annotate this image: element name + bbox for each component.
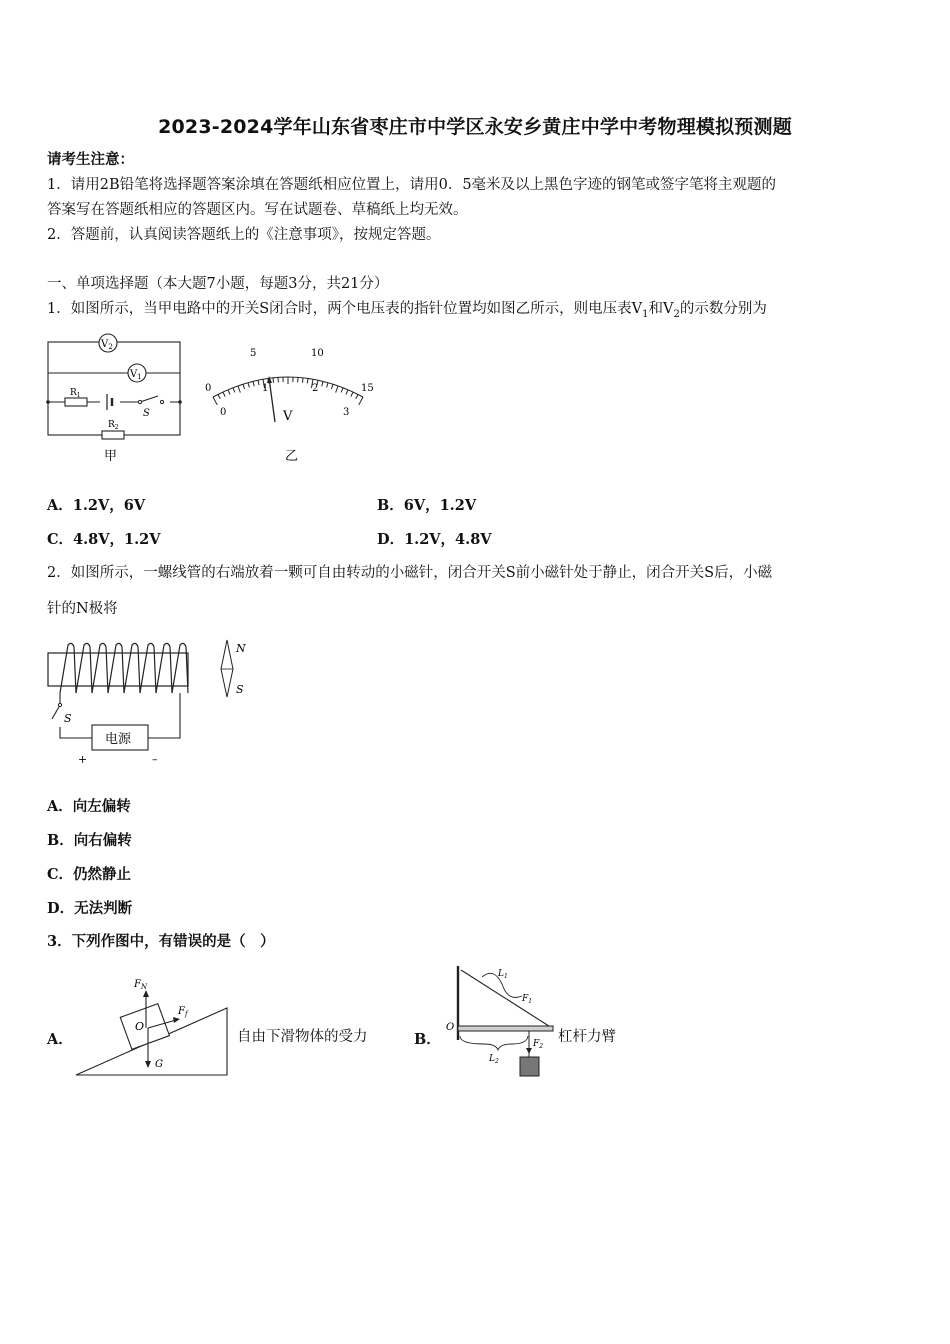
q2-option-a[interactable]: A．向左偏转 bbox=[47, 798, 131, 815]
sliding-block bbox=[120, 1004, 169, 1050]
page-title: 2023-2024学年山东省枣庄市中学区永安乡黄庄中学中考物理模拟预测题 bbox=[158, 116, 792, 138]
normal-force-head bbox=[143, 990, 149, 997]
battery-gap bbox=[100, 394, 120, 410]
dial-bottom-3: 3 bbox=[343, 407, 350, 418]
q3-option-b-caption: 杠杆力臂 bbox=[558, 1029, 616, 1045]
dial-tick bbox=[273, 378, 274, 383]
q1-option-b[interactable]: B．6V，1.2V bbox=[377, 497, 477, 514]
q1-stem-part-b: 和V bbox=[648, 301, 674, 317]
q3-option-b-label[interactable]: B． bbox=[414, 1031, 441, 1048]
lever-bar bbox=[458, 1026, 553, 1031]
dial-tick bbox=[351, 392, 353, 397]
dial-top-15: 15 bbox=[361, 383, 374, 394]
q3-option-a-caption: 自由下滑物体的受力 bbox=[237, 1029, 368, 1045]
notice-line-3: 2．答题前，认真阅读答题纸上的《注意事项》，按规定答题。 bbox=[47, 227, 441, 243]
needle-s-label: S bbox=[236, 683, 244, 696]
solenoid-core bbox=[48, 653, 188, 686]
dial-caption: 乙 bbox=[285, 449, 299, 464]
dial-tick bbox=[218, 394, 220, 398]
r1-label: $R_1$ bbox=[70, 388, 81, 399]
source-minus: – bbox=[152, 753, 158, 766]
f2-label: $F_2$ bbox=[533, 1039, 544, 1050]
dial-tick bbox=[233, 388, 235, 393]
dial-top-10: 10 bbox=[311, 348, 324, 359]
l2-label: $L_2$ bbox=[489, 1054, 499, 1065]
left-lead-bottom bbox=[60, 727, 92, 738]
dial-tick bbox=[322, 381, 323, 386]
q2-option-d[interactable]: D．无法判断 bbox=[47, 900, 133, 917]
dial-tick bbox=[331, 384, 333, 389]
r2-label: $R_2$ bbox=[108, 420, 119, 431]
dial-pointer bbox=[269, 378, 275, 422]
dial-tick bbox=[327, 383, 328, 388]
center-o-label: O bbox=[135, 1020, 145, 1033]
q1-stem-sub-1: 1 bbox=[642, 308, 649, 320]
source-plus: + bbox=[78, 753, 88, 766]
dial-tick bbox=[238, 386, 240, 393]
dial-unit: V bbox=[283, 409, 293, 424]
circuit-caption: 甲 bbox=[104, 449, 118, 464]
f2-arrow-head bbox=[526, 1048, 532, 1054]
dial-tick bbox=[307, 378, 308, 383]
dial-tick bbox=[359, 397, 363, 405]
dial-tick bbox=[253, 381, 254, 386]
v1-label: $V_1$ bbox=[130, 369, 142, 381]
q1-option-a[interactable]: A．1.2V，6V bbox=[47, 497, 146, 514]
switch-pivot-2 bbox=[58, 703, 61, 706]
q1-circuit-figure bbox=[40, 330, 200, 470]
dial-tick bbox=[302, 378, 303, 383]
v2-label: $V_2$ bbox=[101, 339, 113, 351]
q3-stem: 3．下列作图中，有错误的是（ ） bbox=[47, 933, 275, 950]
dial-top-5: 5 bbox=[250, 348, 257, 359]
q3-incline-figure bbox=[72, 968, 232, 1080]
dial-tick bbox=[346, 390, 348, 395]
power-source-label: 电源 bbox=[105, 732, 132, 747]
dial-tick bbox=[228, 390, 230, 395]
switch-s-label: S bbox=[143, 408, 150, 419]
q1-stem-part-c: 的示数分别为 bbox=[679, 301, 767, 317]
q1-option-d[interactable]: D．1.2V，4.8V bbox=[377, 531, 492, 548]
section-heading: 一、单项选择题（本大题7小题，每题3分，共21分） bbox=[47, 276, 389, 292]
magnetic-needle bbox=[221, 640, 233, 697]
q2-switch-label: S bbox=[64, 712, 72, 725]
q1-stem-sub-2: 2 bbox=[673, 308, 680, 320]
notice-heading: 请考生注意： bbox=[47, 151, 134, 168]
f1-label: $F_1$ bbox=[522, 994, 533, 1005]
dial-tick bbox=[213, 397, 217, 405]
notice-line-2: 答案写在答题纸相应的答题区内。写在试题卷、草稿纸上均无效。 bbox=[47, 202, 468, 218]
dial-tick bbox=[258, 380, 259, 385]
q2-stem-line-2: 针的N极将 bbox=[47, 601, 118, 617]
q1-stem-part-a: 1．如图所示，当甲电路中的开关S闭合时，两个电压表的指针位置均如图乙所示，则电压表V bbox=[47, 301, 643, 317]
q1-option-c[interactable]: C．4.8V，1.2V bbox=[47, 531, 161, 548]
gravity-head bbox=[145, 1061, 151, 1068]
g-label: G bbox=[155, 1059, 163, 1070]
l1-label: $L_1$ bbox=[498, 969, 508, 980]
dial-ticks bbox=[213, 377, 363, 405]
junction-right bbox=[178, 400, 182, 404]
right-lead bbox=[148, 693, 180, 738]
switch-s-blade-2 bbox=[52, 705, 60, 719]
q2-option-c[interactable]: C．仍然静止 bbox=[47, 866, 132, 883]
dial-bottom-0: 0 bbox=[220, 407, 227, 418]
resistor-r2-symbol bbox=[102, 431, 124, 439]
dial-tick bbox=[336, 386, 338, 393]
q1-stem bbox=[47, 298, 767, 326]
switch-contact bbox=[160, 400, 163, 403]
q2-stem-line-1: 2．如图所示，一螺线管的右端放着一颗可自由转动的小磁针，闭合开关S前小磁针处于静止，闭合开关S后，小磁 bbox=[47, 565, 773, 581]
dial-tick bbox=[243, 384, 245, 389]
hanging-weight bbox=[520, 1057, 539, 1076]
q2-solenoid-figure bbox=[40, 635, 270, 770]
junction-left bbox=[46, 400, 50, 404]
resistor-r1-symbol bbox=[65, 398, 87, 406]
dial-bottom-2: 2 bbox=[312, 383, 319, 394]
dial-bottom-1: 1 bbox=[262, 383, 269, 394]
friction-force-head bbox=[173, 1017, 180, 1023]
dial-tick bbox=[223, 392, 225, 397]
q3-lever-figure bbox=[442, 962, 557, 1082]
ff-label: $F_f$ bbox=[178, 1006, 188, 1018]
switch-pivot bbox=[138, 400, 141, 403]
dial-tick bbox=[248, 383, 249, 388]
needle-n-label: N bbox=[236, 642, 246, 655]
dial-top-0: 0 bbox=[205, 383, 212, 394]
dial-tick bbox=[356, 394, 358, 398]
q2-option-b[interactable]: B．向右偏转 bbox=[47, 832, 132, 849]
q1-voltmeter-dial bbox=[195, 335, 385, 470]
l2-brace bbox=[460, 1036, 528, 1050]
notice-line-1: 1．请用2B铅笔将选择题答案涂填在答题纸相应位置上，请用0．5毫米及以上黑色字迹的钢笔或签字笔将主观题的 bbox=[47, 177, 777, 193]
dial-tick bbox=[341, 388, 343, 393]
q3-option-a-label[interactable]: A． bbox=[47, 1031, 73, 1048]
pivot-o-label: O bbox=[446, 1022, 455, 1033]
fn-label: $F_N$ bbox=[134, 979, 148, 991]
